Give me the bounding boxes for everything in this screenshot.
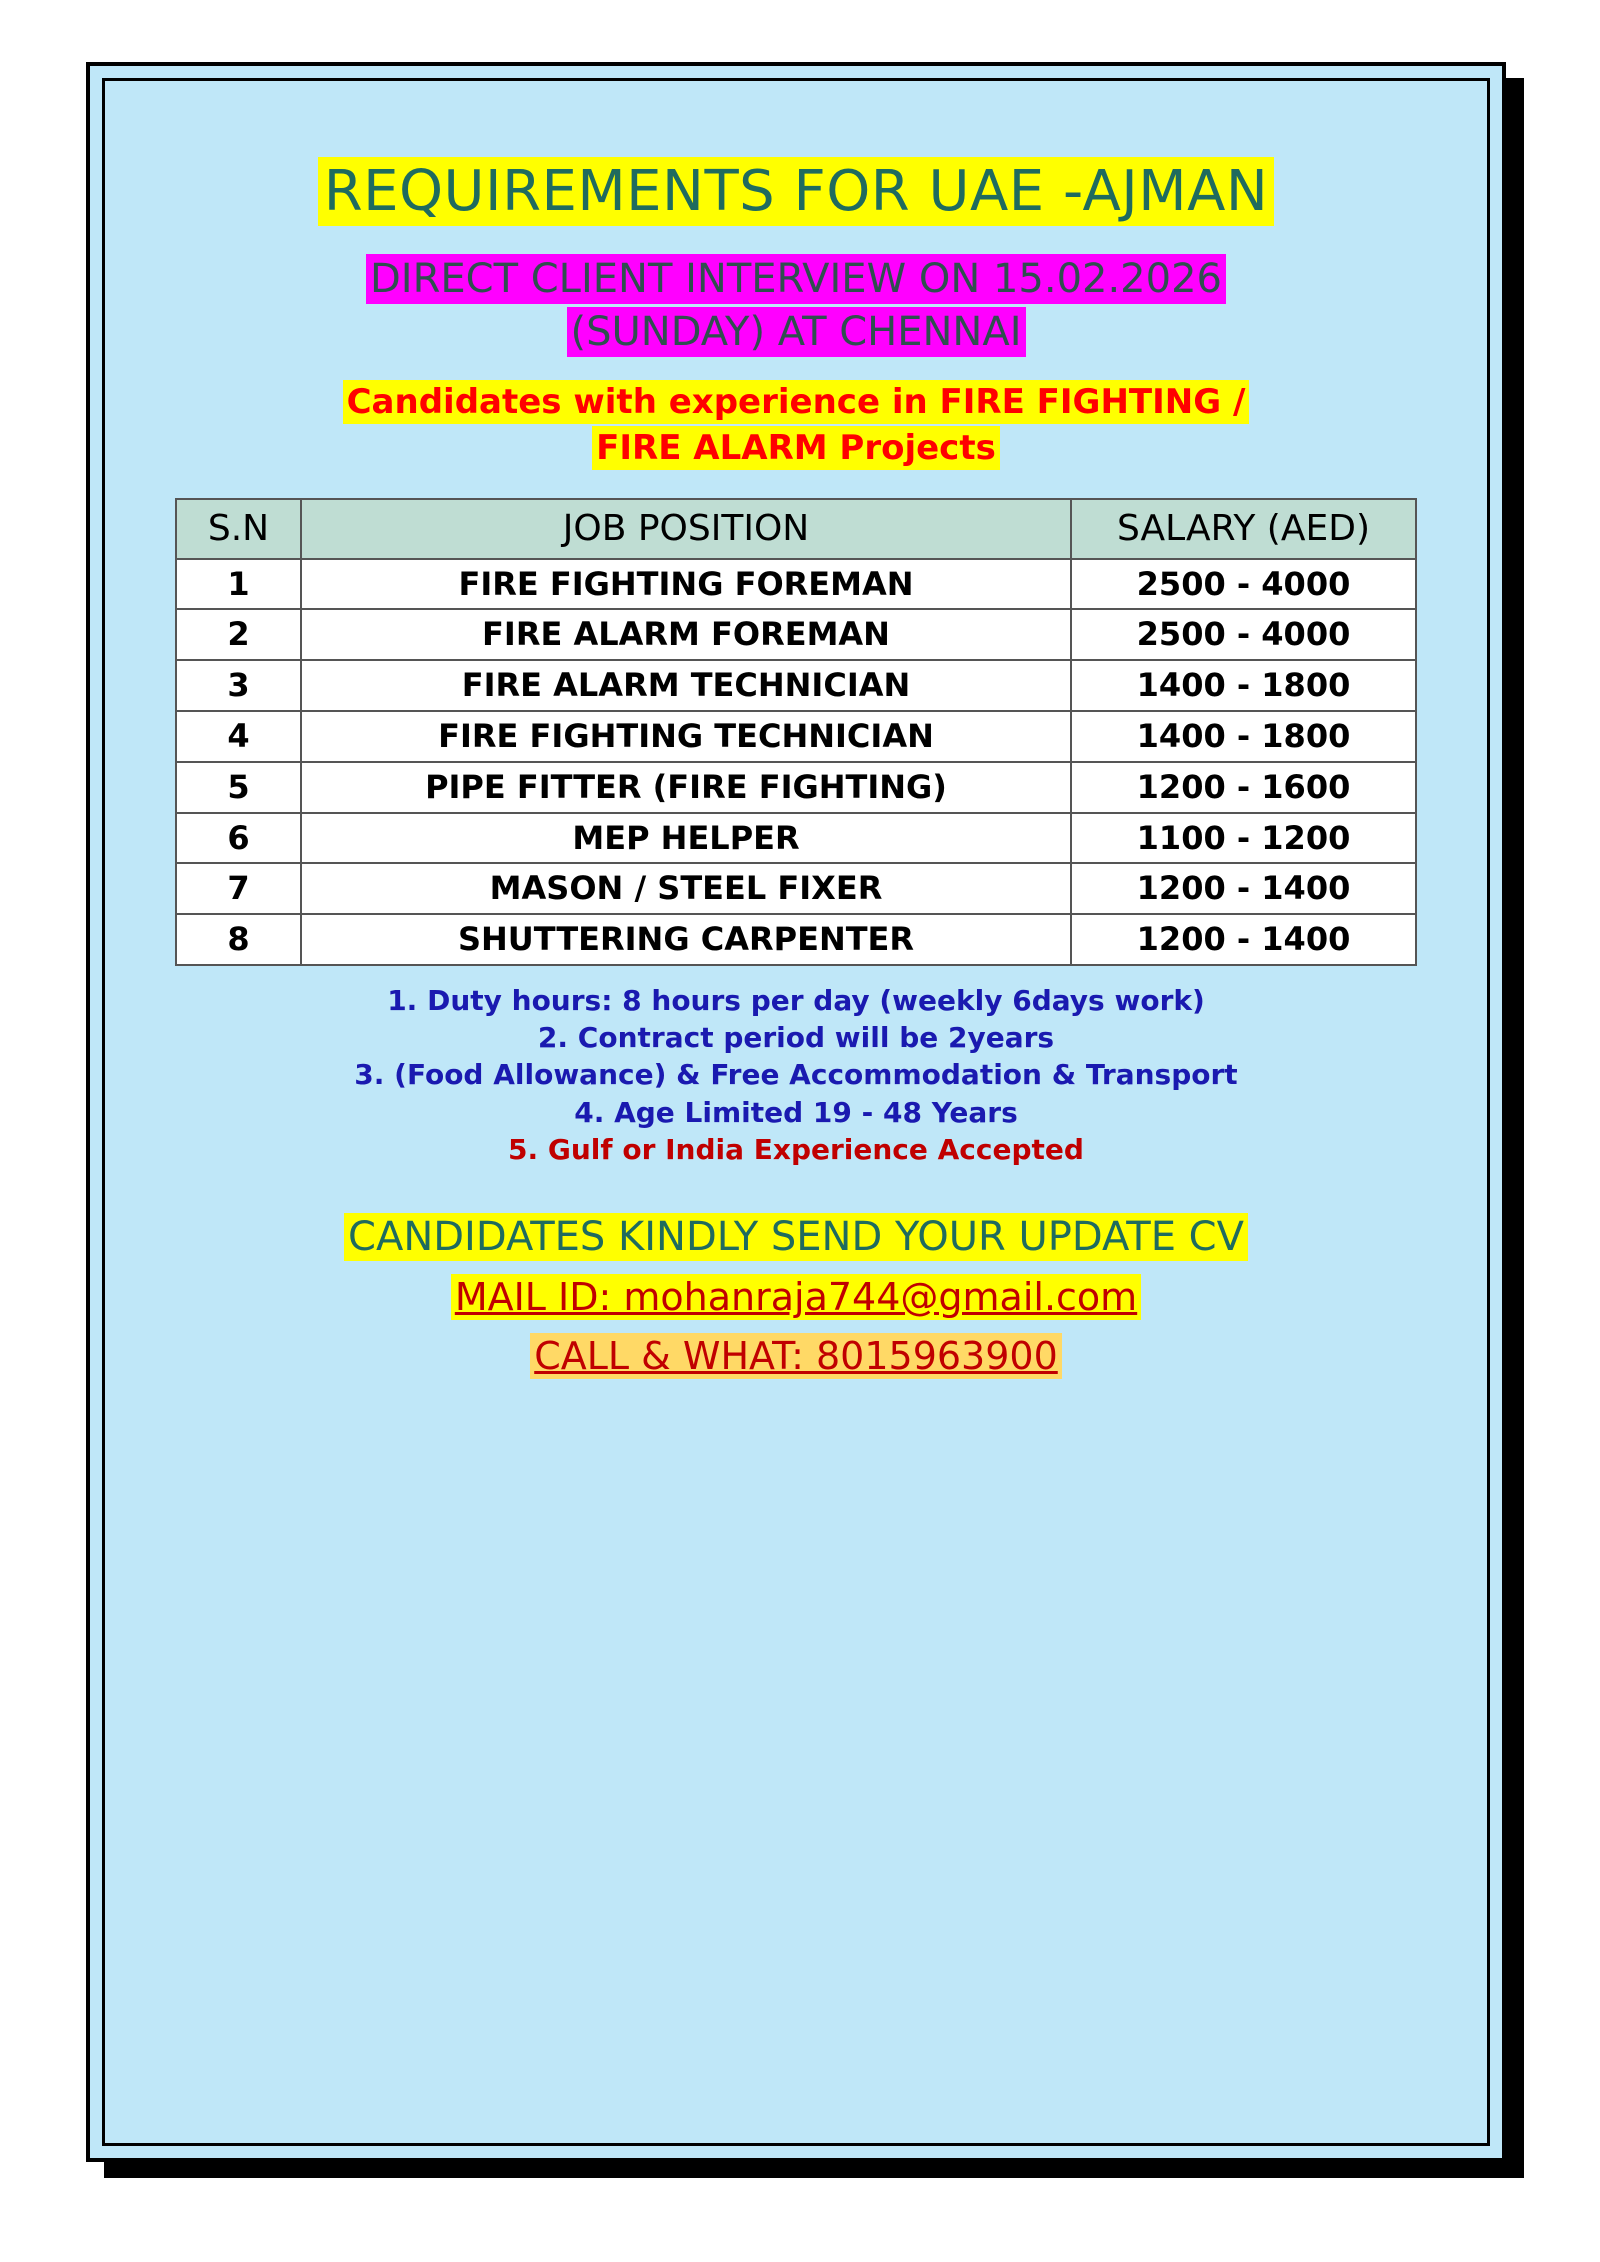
interview-line-1: DIRECT CLIENT INTERVIEW ON 15.02.2026	[366, 254, 1226, 304]
cell-salary: 1200 - 1400	[1071, 863, 1416, 914]
cell-position: FIRE FIGHTING TECHNICIAN	[301, 711, 1071, 762]
table-row	[176, 863, 1416, 914]
cell-salary: 1200 - 1600	[1071, 762, 1416, 813]
table-header-sn: S.N	[176, 499, 301, 558]
cell-position: MEP HELPER	[301, 813, 1071, 864]
cell-salary: 2500 - 4000	[1071, 609, 1416, 660]
cell-salary: 1400 - 1800	[1071, 711, 1416, 762]
job-positions-table	[175, 498, 1417, 966]
send-cv-text: CANDIDATES KINDLY SEND YOUR UPDATE CV	[344, 1213, 1248, 1261]
cell-position: PIPE FITTER (FIRE FIGHTING)	[301, 762, 1071, 813]
candidate-line-2: FIRE ALARM Projects	[592, 426, 1000, 470]
table-row	[176, 813, 1416, 864]
interview-announcement	[150, 253, 1442, 359]
cell-sn: 3	[176, 660, 301, 711]
page-title	[150, 156, 1442, 229]
table-header-position: JOB POSITION	[301, 499, 1071, 558]
contact-block	[150, 1210, 1442, 1382]
term-item: 5. Gulf or India Experience Accepted	[508, 1132, 1084, 1166]
term-item: 4. Age Limited 19 - 48 Years	[574, 1095, 1018, 1129]
cell-position: FIRE ALARM FOREMAN	[301, 609, 1071, 660]
page-title-text: REQUIREMENTS FOR UAE -AJMAN	[318, 157, 1275, 226]
table-row	[176, 609, 1416, 660]
cell-sn: 6	[176, 813, 301, 864]
email-link[interactable]: MAIL ID: mohanraja744@gmail.com	[451, 1274, 1141, 1320]
cell-sn: 5	[176, 762, 301, 813]
poster-card	[86, 62, 1506, 2162]
table-header-row	[176, 499, 1416, 558]
cell-sn: 1	[176, 559, 301, 610]
table-row	[176, 762, 1416, 813]
cell-position: MASON / STEEL FIXER	[301, 863, 1071, 914]
cell-salary: 1100 - 1200	[1071, 813, 1416, 864]
cell-salary: 1400 - 1800	[1071, 660, 1416, 711]
cell-sn: 7	[176, 863, 301, 914]
cell-sn: 2	[176, 609, 301, 660]
cell-sn: 8	[176, 914, 301, 965]
term-item: 1. Duty hours: 8 hours per day (weekly 6days work)	[387, 983, 1205, 1017]
table-row	[176, 559, 1416, 610]
term-item: 3. (Food Allowance) & Free Accommodation & Transport	[354, 1058, 1238, 1092]
table-row	[176, 914, 1416, 965]
table-row	[176, 711, 1416, 762]
cell-salary: 2500 - 4000	[1071, 559, 1416, 610]
term-item: 2. Contract period will be 2years	[537, 1021, 1055, 1055]
candidate-requirement	[150, 380, 1442, 472]
candidate-line-1: Candidates with experience in FIRE FIGHTING /	[343, 380, 1250, 424]
cell-salary: 1200 - 1400	[1071, 914, 1416, 965]
table-header-salary: SALARY (AED)	[1071, 499, 1416, 558]
interview-line-2: (SUNDAY) AT CHENNAI	[567, 307, 1026, 357]
cell-position: FIRE ALARM TECHNICIAN	[301, 660, 1071, 711]
table-row	[176, 660, 1416, 711]
cell-position: FIRE FIGHTING FOREMAN	[301, 559, 1071, 610]
cell-position: SHUTTERING CARPENTER	[301, 914, 1071, 965]
phone-link[interactable]: CALL & WHAT: 8015963900	[530, 1333, 1062, 1379]
cell-sn: 4	[176, 711, 301, 762]
terms-list	[171, 982, 1421, 1168]
poster-content	[90, 66, 1502, 2158]
